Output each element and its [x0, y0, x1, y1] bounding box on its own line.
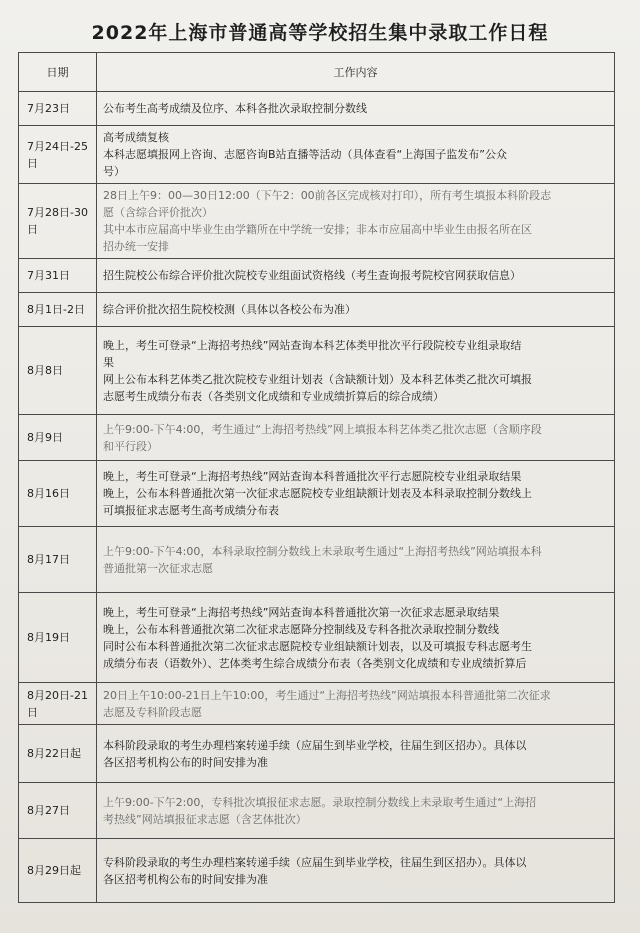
- schedule-table: [18, 52, 615, 903]
- table-row: [19, 683, 615, 725]
- header-date: 日期: [19, 53, 97, 92]
- content-line: 上午9:00-下午4:00，考生通过“上海招考热线”网上填报本科艺体类乙批次志愿（含顺序段: [103, 422, 542, 436]
- table-row: [19, 593, 615, 683]
- content-line: 其中本市应届高中毕业生由学籍所在中学统一安排；非本市应届高中毕业生由报名所在区: [103, 223, 532, 236]
- row-date: 8月16日: [19, 461, 97, 527]
- content-line: 公布考生高考成绩及位序、本科各批次录取控制分数线: [103, 102, 367, 115]
- content-line: 普通批第一次征求志愿: [103, 561, 213, 575]
- header-content: 工作内容: [97, 53, 615, 92]
- table-row: [19, 415, 615, 461]
- content-line: 专科阶段录取的考生办理档案转递手续（应届生到毕业学校，往届生到区招办）。具体以: [103, 855, 527, 869]
- row-date: 8月17日: [19, 527, 97, 593]
- content-line: 上午9:00-下午2:00，专科批次填报征求志愿。录取控制分数线上未录取考生通过“上海招: [103, 795, 537, 809]
- content-line: 网上公布本科艺体类乙批次院校专业组计划表（含缺额计划）及本科艺体类乙批次可填报: [103, 372, 532, 386]
- row-date: 8月29日起: [19, 839, 97, 903]
- row-content: [97, 415, 615, 461]
- content-line: 志愿及专科阶段志愿: [103, 705, 202, 719]
- row-content: [97, 725, 615, 783]
- content-line: 晚上，公布本科普通批次第一次征求志愿院校专业组缺额计划表及本科录取控制分数线上: [103, 487, 532, 500]
- row-content: [97, 327, 615, 415]
- row-date: 8月9日: [19, 415, 97, 461]
- table-row: [19, 461, 615, 527]
- content-line: 28日上午9：00—30日12:00（下午2：00前各区完成核对打印），所有考生填报本科阶段志: [103, 189, 552, 202]
- content-line: 综合评价批次招生院校校测（具体以各校公布为准）: [103, 303, 356, 316]
- content-line: 上午9:00-下午4:00，本科录取控制分数线上未录取考生通过“上海招考热线”网站填报本科: [103, 544, 542, 558]
- content-line: 可填报征求志愿考生高考成绩分布表: [103, 504, 279, 517]
- table-row: [19, 783, 615, 839]
- row-content: [97, 683, 615, 725]
- row-content: [97, 593, 615, 683]
- content-line: 和平行段）: [103, 439, 158, 453]
- row-content: [97, 783, 615, 839]
- row-date: 7月31日: [19, 259, 97, 293]
- table-row: [19, 527, 615, 593]
- table-row: [19, 839, 615, 903]
- table-header-row: [19, 53, 615, 92]
- table-row: [19, 327, 615, 415]
- table-row: [19, 184, 615, 259]
- content-line: 晚上，考生可登录“上海招考热线”网站查询本科普通批次平行志愿院校专业组录取结果: [103, 470, 522, 483]
- content-line: 晚上，公布本科普通批次第二次征求志愿降分控制线及专科各批次录取控制分数线: [103, 622, 499, 636]
- row-date: 8月27日: [19, 783, 97, 839]
- row-content: [97, 527, 615, 593]
- content-line: 招办统一安排: [103, 240, 169, 253]
- content-line: 招生院校公布综合评价批次院校专业组面试资格线（考生查询报考院校官网获取信息）: [103, 269, 521, 282]
- content-line: 本科志愿填报网上咨询、志愿咨询B站直播等活动（具体查看“上海国子监发布”公众: [103, 148, 507, 161]
- content-line: 本科阶段录取的考生办理档案转递手续（应届生到毕业学校，往届生到区招办）。具体以: [103, 738, 527, 752]
- content-line: 志愿考生成绩分布表（各类别文化成绩和专业成绩折算后的综合成绩）: [103, 389, 444, 403]
- row-content: [97, 184, 615, 259]
- content-line: 晚上，考生可登录“上海招考热线”网站查询本科艺体类甲批次平行段院校专业组录取结: [103, 338, 522, 352]
- row-content: [97, 126, 615, 184]
- row-date: 7月23日: [19, 92, 97, 126]
- table-row: [19, 92, 615, 126]
- content-line: 同时公布本科普通批次第二次征求志愿院校专业组缺额计划表，以及可填报专科志愿考生: [103, 639, 532, 653]
- table-row: [19, 293, 615, 327]
- row-content: [97, 92, 615, 126]
- row-content: [97, 293, 615, 327]
- row-date: 7月24日-25日: [19, 126, 97, 184]
- row-content: [97, 839, 615, 903]
- row-date: 7月28日-30日: [19, 184, 97, 259]
- content-line: 考热线”网站填报征求志愿（含艺体批次）: [103, 812, 307, 826]
- content-line: 各区招考机构公布的时间安排为准: [103, 755, 268, 769]
- row-date: 8月1日-2日: [19, 293, 97, 327]
- row-date: 8月8日: [19, 327, 97, 415]
- page-title: 2022年上海市普通高等学校招生集中录取工作日程: [91, 22, 549, 44]
- content-line: 号）: [103, 165, 125, 178]
- content-line: 高考成绩复核: [103, 131, 169, 144]
- content-line: 20日上午10:00-21日上午10:00，考生通过“上海招考热线”网站填报本科普通批第二次征求: [103, 688, 551, 702]
- table-row: [19, 259, 615, 293]
- content-line: 成绩分布表（语数外）、艺体类考生综合成绩分布表（各类别文化成绩和专业成绩折算后: [103, 656, 527, 670]
- row-date: 8月19日: [19, 593, 97, 683]
- row-content: [97, 259, 615, 293]
- content-line: 各区招考机构公布的时间安排为准: [103, 872, 268, 886]
- row-content: [97, 461, 615, 527]
- content-line: 果: [103, 355, 114, 369]
- table-row: [19, 725, 615, 783]
- table-row: [19, 126, 615, 184]
- row-date: 8月22日起: [19, 725, 97, 783]
- content-line: 愿（含综合评价批次）: [103, 206, 213, 219]
- row-date: 8月20日-21日: [19, 683, 97, 725]
- content-line: 晚上，考生可登录“上海招考热线”网站查询本科普通批次第一次征求志愿录取结果: [103, 605, 500, 619]
